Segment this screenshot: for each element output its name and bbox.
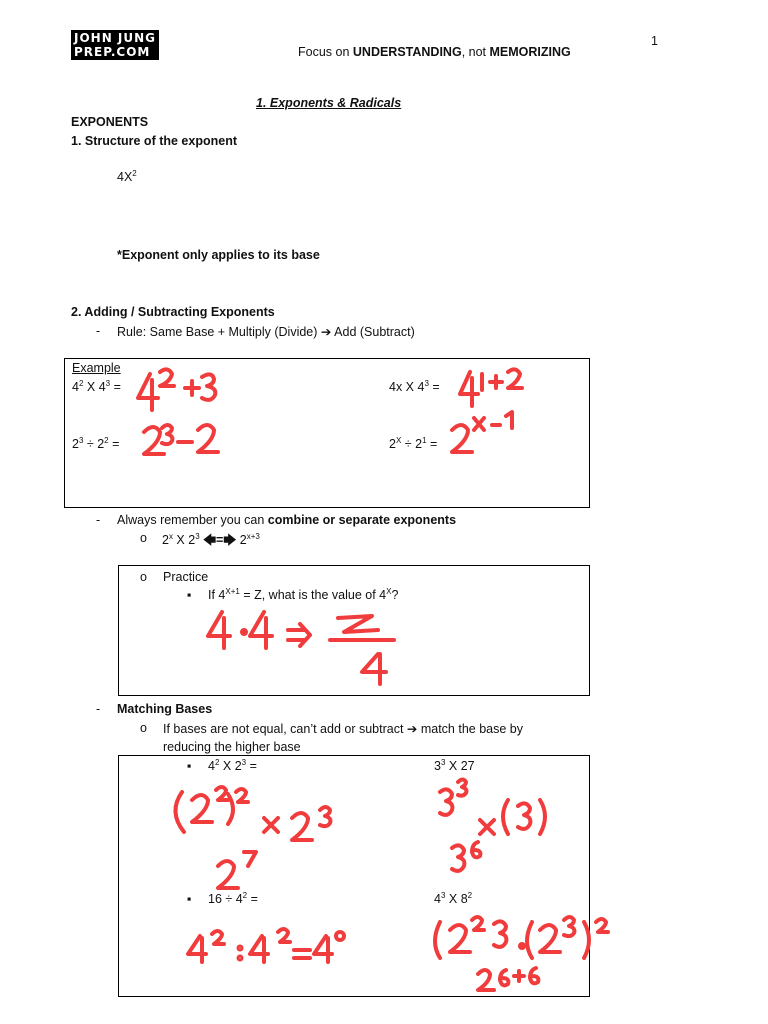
e1-a-exp: 2 <box>78 379 84 388</box>
tagline-understanding: UNDERSTANDING <box>352 45 462 59</box>
pq-end: ? <box>391 588 399 602</box>
expr-base: 4X <box>117 170 133 184</box>
p3-eq: = <box>247 892 258 906</box>
example-box <box>64 358 590 508</box>
matching-sub-bullet: o <box>140 721 147 735</box>
e1-a: 4 <box>72 380 79 394</box>
p2-op: X 27 <box>445 759 475 773</box>
matching-problem-4 <box>434 892 472 906</box>
combine-prefix: Always remember you can <box>117 513 268 527</box>
matching-box <box>118 755 590 997</box>
e4-a: 2 <box>389 437 396 451</box>
practice-box <box>118 565 590 696</box>
ce-a: 2 <box>162 533 169 547</box>
pq-mid: = Z, what is the value of 4 <box>239 588 387 602</box>
p4-b-exp: 2 <box>467 891 473 900</box>
rule-text: Rule: Same Base + Multiply (Divide) ➔ Add (Subtract) <box>117 325 415 339</box>
p3-text: 16 ÷ 4 <box>208 892 243 906</box>
ce-c: 2 <box>239 533 247 547</box>
p1-a-exp: 2 <box>214 758 220 767</box>
e4-b-exp: 1 <box>422 436 427 445</box>
matching-bullet: - <box>96 702 101 716</box>
section2-heading: 2. Adding / Subtracting Exponents <box>71 305 275 319</box>
e2-a: 4x X 4 <box>389 380 425 394</box>
e3-a: 2 <box>72 437 79 451</box>
p1-op: X 2 <box>219 759 242 773</box>
combine-bullet: - <box>96 513 101 527</box>
e3-op: ÷ 2 <box>83 437 105 451</box>
p4-a-exp: 3 <box>440 891 446 900</box>
pq-exp1: X+1 <box>225 587 240 596</box>
mb-bullet-1: ▪ <box>187 759 192 773</box>
p3-exp: 2 <box>242 891 248 900</box>
matching-heading: Matching Bases <box>117 702 213 716</box>
matching-text-1: If bases are not equal, can’t add or subtract ➔ match the base by <box>163 722 523 736</box>
ce-arrow: 🡄=🡆 <box>199 533 240 547</box>
combine-bold: combine or separate exponents <box>267 513 457 527</box>
tagline-focus: Focus on <box>298 45 353 59</box>
p2-a-exp: 3 <box>440 758 446 767</box>
logo-line1: JOHN JUNG <box>74 31 157 45</box>
combine-expression <box>162 531 260 552</box>
example-2 <box>389 380 440 394</box>
p4-op: X 8 <box>445 892 468 906</box>
p1-a: 4 <box>208 759 215 773</box>
e2-eq: = <box>428 380 440 394</box>
p2-a: 3 <box>434 759 441 773</box>
combine-text <box>117 513 456 527</box>
matching-problem-2 <box>434 759 475 773</box>
example-1 <box>72 380 121 394</box>
practice-label: Practice <box>163 570 209 584</box>
e1-b-exp: 3 <box>105 379 111 388</box>
ce-c-exp: x+3 <box>246 532 260 541</box>
practice-bullet: o <box>140 570 147 584</box>
mb-bullet-2: ▪ <box>187 892 192 906</box>
expr-exp: 2 <box>132 169 137 178</box>
p4-a: 4 <box>434 892 441 906</box>
tagline-memorizing: MEMORIZING <box>489 45 571 59</box>
structure-expression <box>117 170 137 184</box>
e1-eq: = <box>110 380 121 394</box>
page-header <box>298 45 571 59</box>
e3-a-exp: 3 <box>78 436 84 445</box>
pq-exp2: X <box>386 587 392 596</box>
example-label: Example <box>72 361 121 375</box>
matching-text-2: reducing the higher base <box>163 740 301 754</box>
example-4 <box>389 437 437 451</box>
page-number: 1 <box>651 34 658 48</box>
e4-eq: = <box>426 437 438 451</box>
e1-op: X 4 <box>83 380 106 394</box>
e3-b-exp: 2 <box>104 436 109 445</box>
logo-line2: PREP.COM <box>74 45 151 59</box>
pq-prefix: If 4 <box>208 588 226 602</box>
p1-b-exp: 3 <box>241 758 247 767</box>
practice-question <box>208 588 398 602</box>
p1-eq: = <box>246 759 257 773</box>
logo <box>71 30 159 60</box>
section1-heading: 1. Structure of the exponent <box>71 134 237 148</box>
exponent-note: *Exponent only applies to its base <box>117 248 320 262</box>
ce-b-exp: 3 <box>195 532 200 541</box>
ce-a-exp: x <box>168 532 173 541</box>
e3-eq: = <box>108 437 120 451</box>
e2-a-exp: 3 <box>424 379 429 388</box>
rule-bullet: - <box>96 324 101 338</box>
ce-op: X 2 <box>172 533 196 547</box>
matching-problem-3 <box>208 892 258 906</box>
matching-problem-1 <box>208 759 257 773</box>
e4-op: ÷ 2 <box>401 437 423 451</box>
tagline-not: , not <box>461 45 490 59</box>
practice-q-bullet: ▪ <box>187 588 192 602</box>
document-title: 1. Exponents & Radicals <box>256 96 402 110</box>
section-heading: EXPONENTS <box>71 115 149 129</box>
example-3 <box>72 437 119 451</box>
combine-sub-bullet: o <box>140 531 147 545</box>
e4-a-exp: X <box>395 436 402 445</box>
